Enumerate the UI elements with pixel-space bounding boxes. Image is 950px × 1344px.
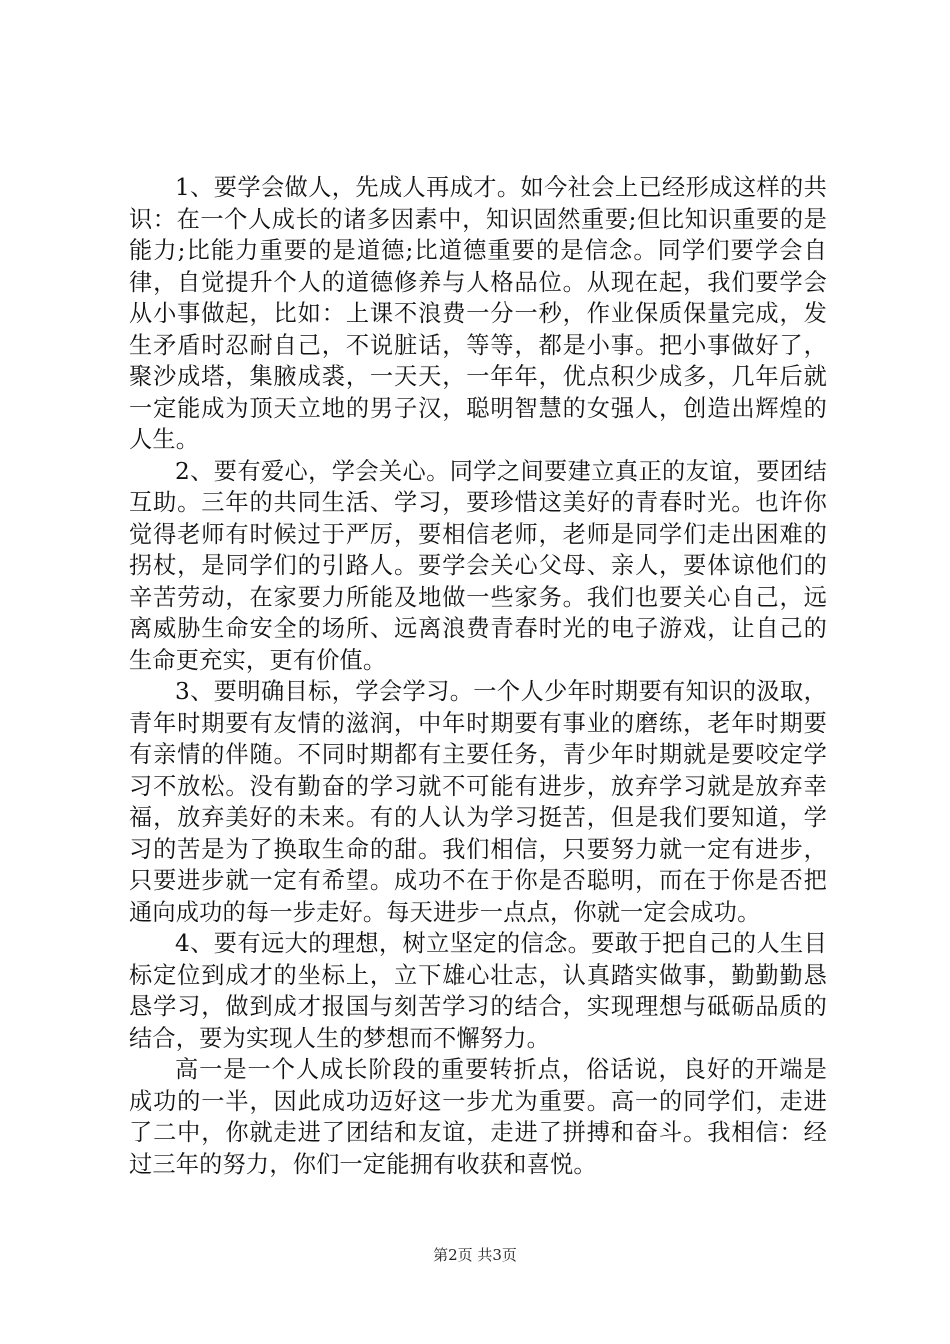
paragraph-3: 3、要明确目标，学会学习。一个人少年时期要有知识的汲取，青年时期要有友情的滋润，中年时期要有事业的磨练，老年时期要有亲情的伴随。不同时期都有主要任务，青少年时期就是要咬定学习不放松。没有勤奋的学习就不可能有进步，放弃学习就是放弃幸福，放弃美好的未来。有的人认为学习挺苦，但是我们要知道，学习的苦是为了换取生命的甜。我们相信，只要努力就一定有进步，只要进步就一定有希望。成功不在于你是否聪明，而在于你是否把通向成功的每一步走好。每天进步一点点，你就一定会成功。: [129, 678, 827, 926]
body-text: [129, 172, 827, 1180]
paragraph-2: 2、要有爱心，学会关心。同学之间要建立真正的友谊，要团结互助。三年的共同生活、学习，要珍惜这美好的青春时光。也许你觉得老师有时候过于严厉，要相信老师，老师是同学们走出困难的拐杖，是同学们的引路人。要学会关心父母、亲人，要体谅他们的辛苦劳动，在家要力所能及地做一些家务。我们也要关心自己，远离威胁生命安全的场所、远离浪费青春时光的电子游戏，让自己的生命更充实，更有价值。: [129, 457, 827, 674]
paragraph-4: 4、要有远大的理想，树立坚定的信念。要敢于把自己的人生目标定位到成才的坐标上，立下雄心壮志，认真踏实做事，勤勤勤恳恳学习，做到成才报国与刻苦学习的结合，实现理想与砥砺品质的结合，要为实现人生的梦想而不懈努力。: [129, 930, 827, 1052]
page-number-footer: 第2页 共3页: [433, 1246, 517, 1264]
paragraph-5: 高一是一个人成长阶段的重要转折点，俗话说，良好的开端是成功的一半，因此成功迈好这一步尤为重要。高一的同学们，走进了二中，你就走进了团结和友谊，走进了拼搏和奋斗。我相信：经过三年的努力，你们一定能拥有收获和喜悦。: [129, 1056, 827, 1178]
paragraph-1: 1、要学会做人，先成人再成才。如今社会上已经形成这样的共识：在一个人成长的诸多因素中，知识固然重要;但比知识重要的是能力;比能力重要的是道德;比道德重要的是信念。同学们要学会自律，自觉提升个人的道德修养与人格品位。从现在起，我们要学会从小事做起，比如：上课不浪费一分一秒，作业保质保量完成，发生矛盾时忍耐自己，不说脏话，等等，都是小事。把小事做好了，聚沙成塔，集腋成裘，一天天，一年年，优点积少成多，几年后就一定能成为顶天立地的男子汉，聪明智慧的女强人，创造出辉煌的人生。: [129, 174, 827, 453]
